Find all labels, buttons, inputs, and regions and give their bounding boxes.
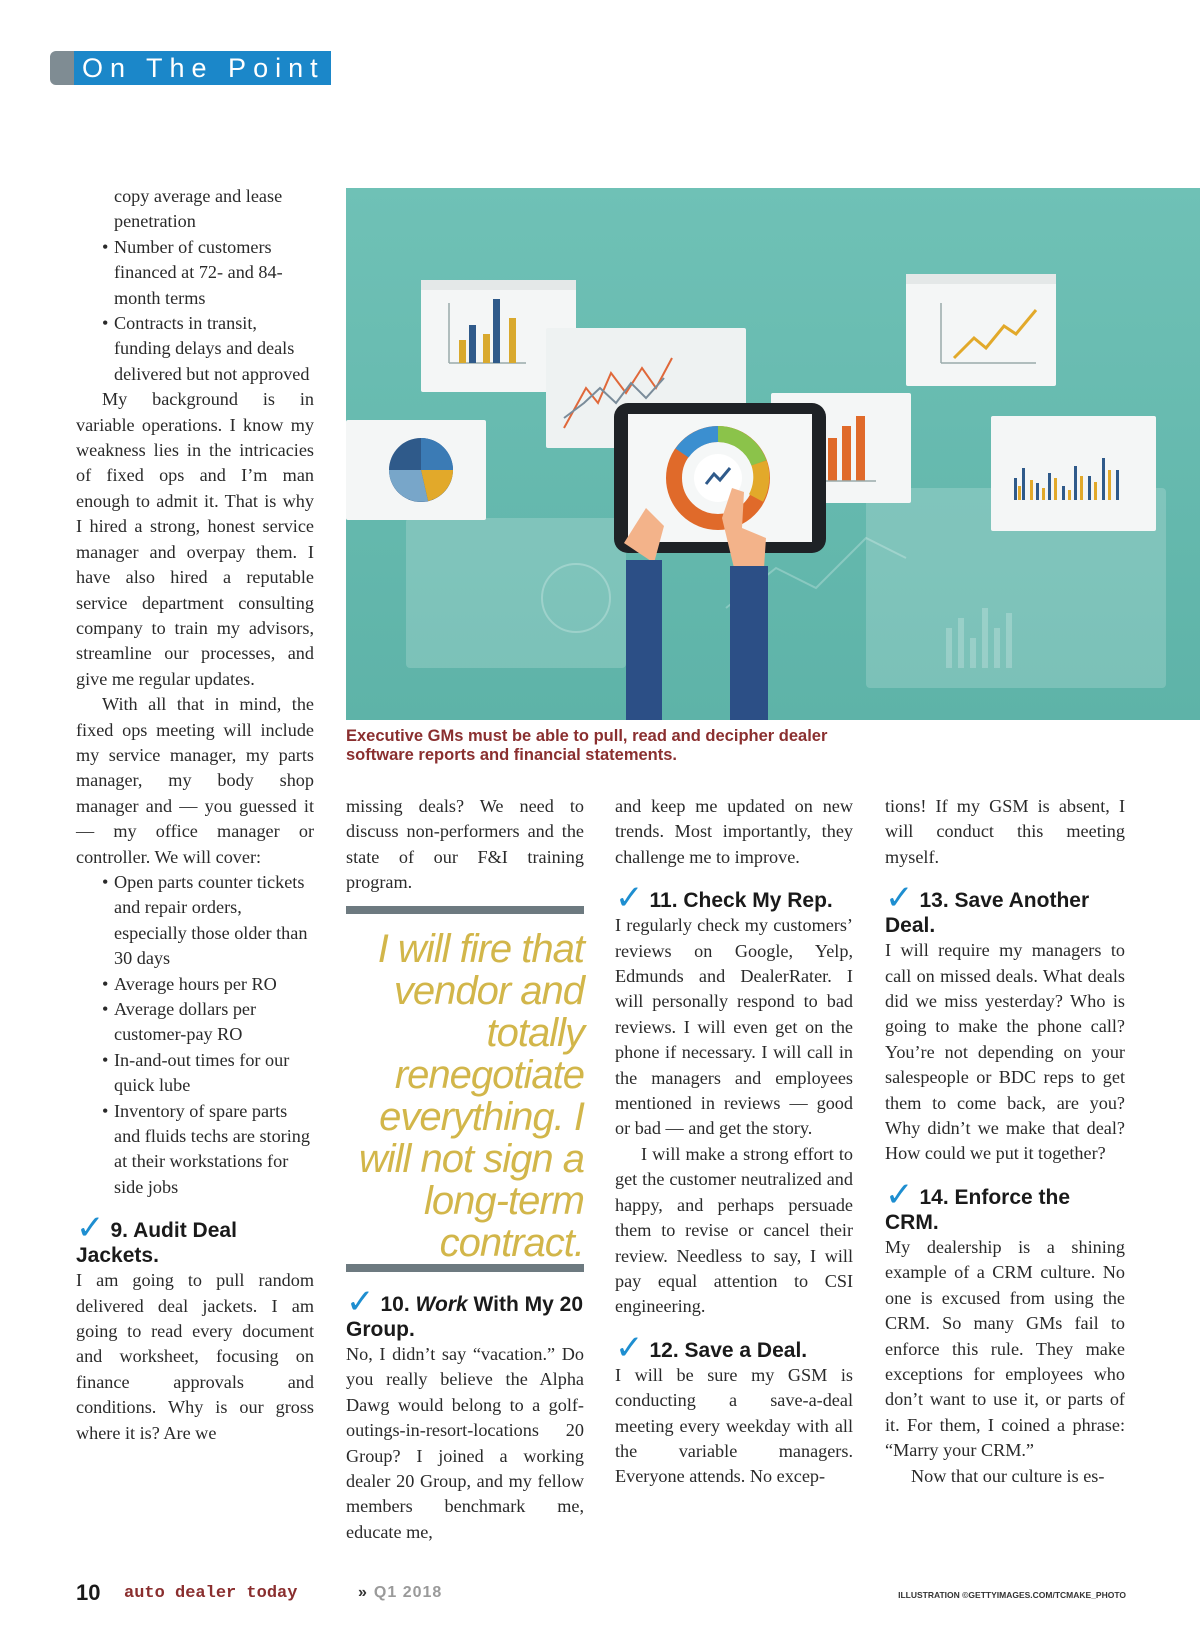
body-paragraph: No, I didn’t say “vacation.” Do you really believe the Alpha Dawg would belong to a golf-outings-in-resort-locations 20 Group? I joined a working dealer 20 Group, and my fellow members benchmark me, educate me,: [346, 1344, 584, 1542]
column-3: [615, 794, 853, 1490]
section-heading-14: [885, 1175, 1125, 1235]
body-paragraph: My background is in variable operations. I know my weakness lies in the intricacies of fixed ops and I’m man enough to admit it. That is why I hired a strong, honest service manager and overpay them. I have also hired a reputable service department consulting company to train my advisors, streamline our processes, and give me regular updates.: [76, 389, 314, 689]
publication-name: auto dealer today: [124, 1584, 298, 1603]
checkmark-icon: ✓: [615, 1328, 644, 1367]
dashboard-illustration: [346, 188, 1200, 720]
body-paragraph: tions! If my GSM is absent, I will conduct this meeting myself.: [885, 796, 1125, 867]
body-paragraph: With all that in mind, the fixed ops meeting will include my service manager, my parts manager, my body shop manager and — you guessed it — my office manager or controller. We will cover:: [76, 694, 314, 867]
section-heading-12: [615, 1328, 853, 1367]
checkmark-icon: ✓: [76, 1209, 105, 1248]
body-paragraph: I will make a strong effort to get the customer neutralized and happy, and perhaps persuade them to revise or cancel their review. Needless to say, I will pay equal attention to CSI engineering.: [615, 1143, 853, 1317]
column-4: [885, 794, 1125, 1489]
illustration: [346, 188, 1200, 720]
issue-text: Q1 2018: [373, 1584, 443, 1601]
section-label: On The Point: [74, 51, 331, 85]
column-1: [76, 184, 314, 1446]
lead-list: [76, 184, 314, 387]
illustration-caption: Executive GMs must be able to pull, read and decipher dealer software reports and financial statements.: [346, 727, 828, 764]
section-heading-13: [885, 879, 1125, 938]
heading-emphasis: Work: [415, 1293, 468, 1316]
list-item: copy average and lease: [114, 186, 283, 206]
heading-text: 12. Save a Deal.: [649, 1338, 808, 1362]
checkmark-icon: ✓: [346, 1283, 375, 1321]
list-item: • Inventory of spare parts and fluids techs are storing at their workstations for side jobs: [76, 1099, 314, 1201]
list-item: • Contracts in transit, funding delays and deals delivered but not approved: [76, 311, 314, 387]
list-item: • Average dollars per customer-pay RO: [76, 997, 314, 1048]
body-paragraph: My dealership is a shining example of a CRM culture. No one is excused from using the CRM. So many GMs fail to enforce this rule. They make exceptions for employees who don’t want to use it, or parts of it. For them, I coined a phrase: “Marry your CRM.”: [885, 1236, 1125, 1461]
body-paragraph: I am going to pull random delivered deal jackets. I am going to read every document and worksheet, focusing on finance approvals and conditions. Why is our gross where it is? Are we: [76, 1270, 314, 1443]
list-item: • Average hours per RO: [76, 972, 314, 997]
checkmark-icon: ✓: [885, 879, 914, 918]
chevron-icon: »: [358, 1584, 368, 1601]
illustration-credit: ILLUSTRATION ©GETTYIMAGES.COM/TCMAKE_PHOTO: [898, 1590, 1126, 1600]
heading-text: 11. Check My Rep.: [649, 889, 833, 913]
heading-text: 13. Save Another Deal.: [885, 889, 1090, 938]
issue-label: [358, 1584, 442, 1602]
body-paragraph: I regularly check my customers’ reviews on Google, Yelp, Edmunds and DealerRater. I will personally respond to bad reviews. I will even get on the phone if necessary. I will call in the managers and employees mentioned in reviews — good or bad — and get the story.: [615, 915, 853, 1139]
checkmark-icon: ✓: [885, 1175, 914, 1214]
column-2: [346, 794, 584, 896]
heading-number: 10.: [380, 1293, 410, 1316]
list-item: • Number of customers financed at 72- and 84-month terms: [76, 235, 314, 311]
panel-trend-chart: [906, 274, 1056, 386]
body-paragraph: I will require my managers to call on missed deals. What deals did we miss yesterday? Who is going to make the phone call? You’re not depending on your salespeople or BDC reps to get them to come back, are you? Why didn’t we make that deal? How could we put it together?: [885, 940, 1125, 1164]
column-2-lower: [346, 1283, 584, 1545]
page-footer: [76, 1580, 1126, 1610]
heading-text: 9. Audit Deal Jackets.: [76, 1219, 237, 1268]
panel-pie-chart: [346, 420, 486, 520]
body-paragraph: and keep me updated on new trends. Most importantly, they challenge me to improve.: [615, 796, 853, 867]
section-tab-stub: [50, 51, 74, 85]
section-heading-9: [76, 1209, 314, 1268]
heading-text: 14. Enforce the CRM.: [885, 1185, 1071, 1234]
body-paragraph: missing deals? We need to discuss non-performers and the state of our F&I training program.: [346, 796, 584, 893]
body-paragraph: Now that our culture is es-: [911, 1465, 1105, 1486]
pull-quote: [346, 906, 584, 1272]
heading-text: With My 20 Group.: [346, 1293, 584, 1341]
body-paragraph: I will be sure my GSM is conducting a save-a-deal meeting every weekday with all the variable managers. Everyone attends. No excep-: [615, 1364, 853, 1487]
list-item: • Open parts counter tickets and repair orders, especially those older than 30 days: [76, 870, 314, 972]
panel-dense-bar-chart: [991, 416, 1156, 531]
page-number: 10: [76, 1580, 101, 1605]
pull-quote-text: I will fire that vendor and totally renegotiate everything. I will not sign a long-term contract.: [358, 927, 584, 1265]
section-tab: [50, 51, 331, 85]
list-item: penetration: [114, 211, 196, 232]
list-item: • In-and-out times for our quick lube: [76, 1048, 314, 1099]
section-heading-10: [346, 1283, 584, 1342]
section-heading-11: [615, 879, 853, 918]
fixed-ops-list: [76, 870, 314, 1200]
checkmark-icon: ✓: [615, 879, 644, 918]
